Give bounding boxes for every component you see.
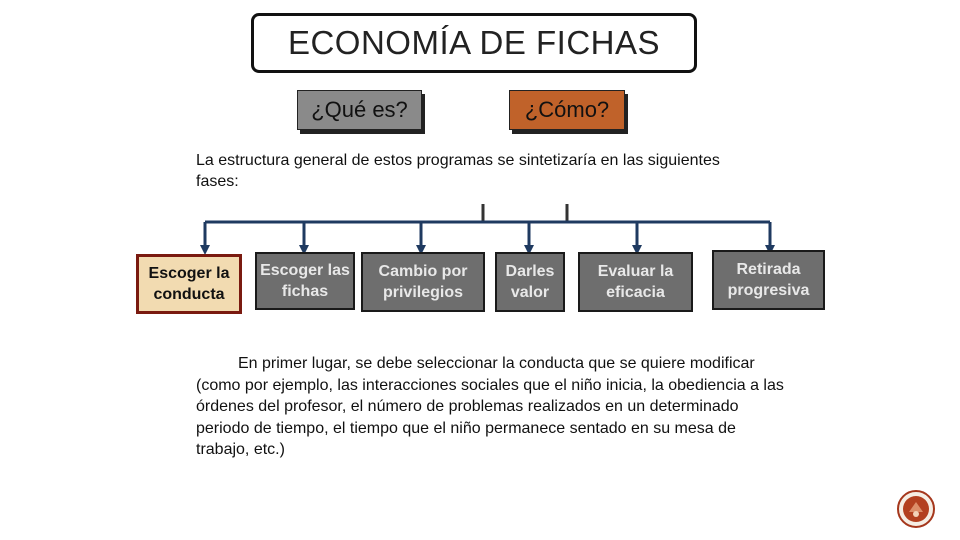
tab-como[interactable]: ¿Cómo? [509,90,625,130]
body-paragraph [196,353,786,461]
intro-text: La estructura general de estos programas se sintetizaría en las siguientes fases: [196,152,720,190]
body-paragraph-text: En primer lugar, se debe seleccionar la conducta que se quiere modificar (como por ejemplo, las interacciones sociales que el niño inicia, la obediencia a las órdenes del profesor, el número de problemas realizados en un determinado periodo de tiempo, el tiempo que el niño permanece sentado en su mesa de trabajo, etc.) [196,355,784,458]
tab-que-es[interactable]: ¿Qué es? [297,90,422,130]
phase-retirada-progresiva[interactable]: Retirada progresiva [712,250,825,310]
phase-cambio-privilegios[interactable]: Cambio por privilegios [361,252,485,312]
phase-escoger-conducta[interactable]: Escoger la conducta [136,254,242,314]
phase-escoger-fichas[interactable]: Escoger las fichas [255,252,355,310]
logo-icon [896,489,936,529]
page-title: ECONOMÍA DE FICHAS [287,24,661,61]
phase-evaluar-eficacia[interactable]: Evaluar la eficacia [578,252,693,312]
phase-darles-valor[interactable]: Darles valor [495,252,565,312]
